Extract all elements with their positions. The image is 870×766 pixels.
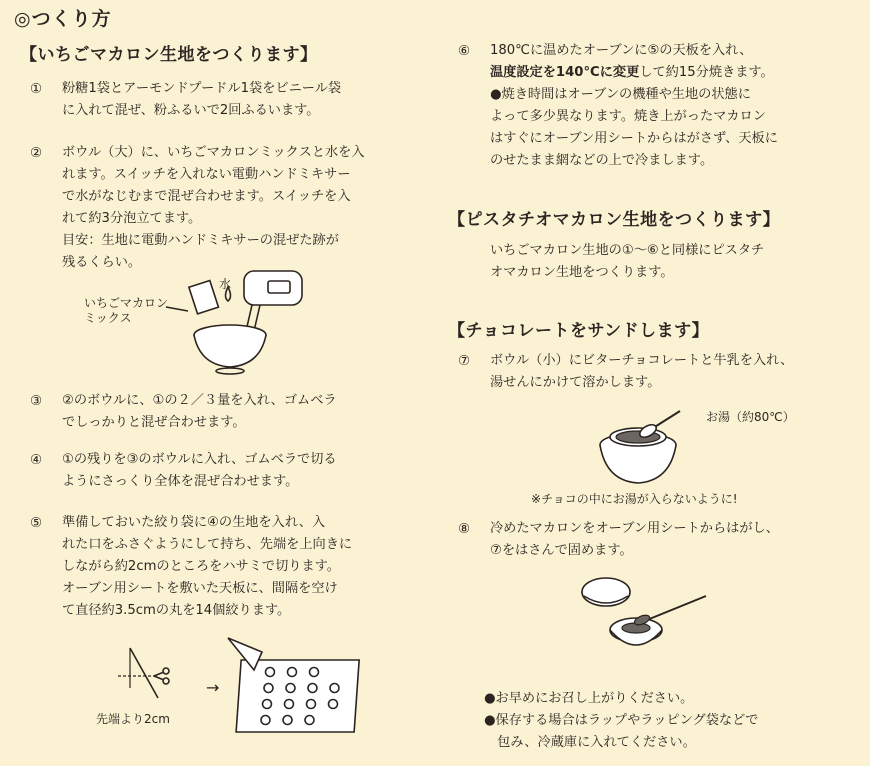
step-8-line: 冷めたマカロンをオーブン用シートからはがし、 <box>490 521 779 536</box>
step-6-line: のせたまま網などの上で冷まします。 <box>490 153 714 168</box>
mix-label-line-1: いちごマカロン <box>84 296 169 310</box>
water-label: 水 <box>219 277 232 291</box>
step-6-number: ⑥ <box>458 43 471 59</box>
step-8-number: ⑧ <box>458 521 471 537</box>
step-2-line: 残るくらい。 <box>62 255 142 270</box>
step-5-line: て直径約3.5cmの丸を14個絞ります。 <box>62 603 291 618</box>
step-7-number: ⑦ <box>458 353 471 369</box>
step-4-line: ようにさっくり全体を混ぜ合わせます。 <box>62 474 299 489</box>
step-3-line: でしっかりと混ぜ合わせます。 <box>62 415 246 430</box>
step-4 <box>30 449 430 493</box>
step-2-line: れて約3分泡立てます。 <box>62 211 202 226</box>
section-heading-choco: 【チョコレートをサンドします】 <box>448 321 710 341</box>
pistachio-note <box>490 240 860 284</box>
pistachio-line: オマカロン生地をつくります。 <box>490 265 674 280</box>
step-2-number: ② <box>30 145 43 161</box>
scissors-icon <box>154 668 169 684</box>
footer-notes <box>484 688 864 754</box>
section-heading-ichigo: 【いちごマカロン生地をつくります】 <box>20 45 318 65</box>
mix-label-line-2: ミックス <box>84 311 132 325</box>
macaron-sandwich-illustration <box>582 574 732 654</box>
step-7 <box>458 350 868 394</box>
double-boiler-illustration <box>598 405 708 485</box>
step-5-line: しながら約2cmのところをハサミで切ります。 <box>62 559 340 574</box>
step-1-line: 粉糖1袋とアーモンドプードル1袋をビニール袋 <box>62 81 342 96</box>
step-5-line: 準備しておいた絞り袋に④の生地を入れ、入 <box>62 515 326 530</box>
tip-label: 先端より2cm <box>96 712 170 726</box>
step-7-line: ボウル（小）にビターチョコレートと牛乳を入れ、 <box>490 353 794 368</box>
step-6-text: して約15分焼きます。 <box>639 65 774 80</box>
mix-label <box>84 296 168 326</box>
choco-caution: ※チョコの中にお湯が入らないように! <box>531 492 738 506</box>
step-4-line: ①の残りを③のボウルに入れ、ゴムベラで切る <box>62 452 337 467</box>
step-4-number: ④ <box>30 452 43 468</box>
step-6 <box>458 40 868 172</box>
footer-note: ●お早めにお召し上がりください。 <box>484 691 694 706</box>
page-title: ◎つくり方 <box>14 8 112 30</box>
step-1-number: ① <box>30 81 43 97</box>
section-heading-pistachio: 【ピスタチオマカロン生地をつくります】 <box>448 210 781 230</box>
step-6-line: よって多少異なります。焼き上がったマカロン <box>490 109 766 124</box>
step-6-bold-text: 温度設定を140°Cに変更 <box>490 65 640 80</box>
step-8-line: ⑦をはさんで固めます。 <box>490 543 633 558</box>
arrow-right-icon: → <box>206 678 220 697</box>
hot-water-label: お湯（約80℃） <box>706 410 795 424</box>
step-2-line: れます。スイッチを入れない電動ハンドミキサー <box>62 167 351 182</box>
step-3-number: ③ <box>30 393 43 409</box>
step-3-line: ②のボウルに、①の２／３量を入れ、ゴムベラ <box>62 393 337 408</box>
step-6-line <box>490 62 868 84</box>
mixer-bowl-illustration <box>180 265 320 380</box>
step-5-line: れた口をふさぐようにして持ち、先端を上向きに <box>62 537 353 552</box>
step-1 <box>30 78 430 122</box>
footer-note: ●保存する場合はラップやラッピング袋などで <box>484 713 759 728</box>
step-2-line: 目安：生地に電動ハンドミキサーの混ぜた跡が <box>62 233 339 248</box>
footer-note: 包み、冷蔵庫に入れてください。 <box>484 735 696 750</box>
pistachio-line: いちごマカロン生地の①～⑥と同様にピスタチ <box>490 243 765 258</box>
step-7-line: 湯せんにかけて溶かします。 <box>490 375 661 390</box>
step-1-line: に入れて混ぜ、粉ふるいで2回ふるいます。 <box>62 103 320 118</box>
step-2-line: で水がなじむまで混ぜ合わせます。スイッチを入 <box>62 189 351 204</box>
step-5-number: ⑤ <box>30 515 43 531</box>
step-3 <box>30 390 430 434</box>
step-8 <box>458 518 868 562</box>
step-5-line: オーブン用シートを敷いた天板に、間隔を空け <box>62 581 338 596</box>
step-5 <box>30 512 430 622</box>
step-6-line: はすぐにオーブン用シートからはがさず、天板に <box>490 131 778 146</box>
step-6-line: 180℃に温めたオーブンに⑤の天板を入れ、 <box>490 43 753 58</box>
step-2 <box>30 142 430 274</box>
step-6-line: ●焼き時間はオーブンの機種や生地の状態に <box>490 87 751 102</box>
step-2-line: ボウル（大）に、いちごマカロンミックスと水を入 <box>62 145 365 160</box>
